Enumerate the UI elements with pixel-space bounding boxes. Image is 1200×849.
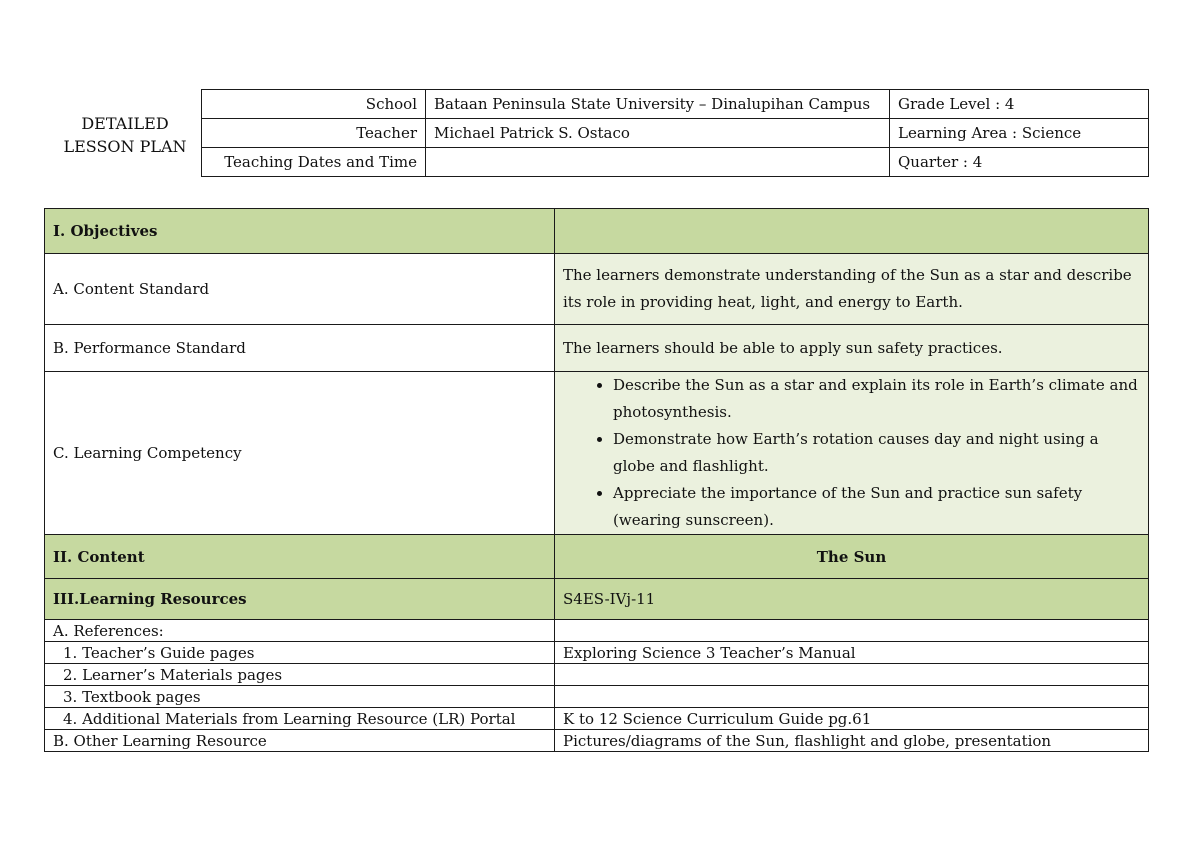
objectives-heading-row (45, 209, 1149, 254)
reference-row (45, 664, 1149, 686)
resources-code: S4ES-IVj-11 (555, 579, 1149, 620)
reference-value (555, 664, 1149, 686)
header-table (201, 89, 1149, 177)
content-row (45, 535, 1149, 579)
reference-value: Exploring Science 3 Teacher’s Manual (555, 642, 1149, 664)
competency-item: • Appreciate the importance of the Sun and practice sun safety (wearing sunscreen). (613, 480, 1140, 534)
school-row (202, 90, 1149, 119)
objectives-heading-blank (555, 209, 1149, 254)
objectives-heading: I. Objectives (45, 209, 555, 254)
reference-value (555, 686, 1149, 708)
references-blank (555, 620, 1149, 642)
title-line-1: DETAILED (81, 114, 169, 133)
other-resource-value: Pictures/diagrams of the Sun, flashlight and globe, presentation (555, 730, 1149, 752)
competency-item: • Describe the Sun as a star and explain its role in Earth’s climate and photosynthesis. (613, 372, 1140, 426)
learning-area: Learning Area : Science (890, 119, 1149, 148)
school-label: School (202, 90, 426, 119)
performance-standard-row (45, 325, 1149, 372)
teacher-label: Teacher (202, 119, 426, 148)
title-line-2: LESSON PLAN (63, 137, 187, 156)
performance-standard-label: B. Performance Standard (45, 325, 555, 372)
reference-label: 1. Teacher’s Guide pages (45, 642, 555, 664)
resources-row (45, 579, 1149, 620)
reference-label: 4. Additional Materials from Learning Resource (LR) Portal (45, 708, 555, 730)
reference-value: K to 12 Science Curriculum Guide pg.61 (555, 708, 1149, 730)
references-label: A. References: (45, 620, 555, 642)
teacher-value: Michael Patrick S. Ostaco (426, 119, 890, 148)
document-title (50, 112, 200, 158)
competency-list (563, 372, 1140, 534)
content-standard-value: The learners demonstrate understanding of the Sun as a star and describe its role in providing heat, light, and energy to Earth. (555, 254, 1149, 325)
competency-label: C. Learning Competency (45, 372, 555, 535)
reference-row (45, 708, 1149, 730)
performance-standard-value: The learners should be able to apply sun safety practices. (555, 325, 1149, 372)
teacher-row (202, 119, 1149, 148)
grade-level: Grade Level : 4 (890, 90, 1149, 119)
content-heading: II. Content (45, 535, 555, 579)
competency-row (45, 372, 1149, 535)
lesson-plan-table (44, 208, 1149, 752)
reference-label: 2. Learner’s Materials pages (45, 664, 555, 686)
content-value: The Sun (555, 535, 1149, 579)
reference-row (45, 686, 1149, 708)
dates-value (426, 148, 890, 177)
reference-row (45, 642, 1149, 664)
reference-label: 3. Textbook pages (45, 686, 555, 708)
dates-row (202, 148, 1149, 177)
school-value: Bataan Peninsula State University – Dinalupihan Campus (426, 90, 890, 119)
references-row (45, 620, 1149, 642)
dates-label: Teaching Dates and Time (202, 148, 426, 177)
content-standard-label: A. Content Standard (45, 254, 555, 325)
resources-heading: III.Learning Resources (45, 579, 555, 620)
content-standard-row (45, 254, 1149, 325)
competency-list-cell (555, 372, 1149, 535)
other-resource-row (45, 730, 1149, 752)
quarter: Quarter : 4 (890, 148, 1149, 177)
competency-item: • Demonstrate how Earth’s rotation causes day and night using a globe and flashlight. (613, 426, 1140, 480)
other-resource-label: B. Other Learning Resource (45, 730, 555, 752)
